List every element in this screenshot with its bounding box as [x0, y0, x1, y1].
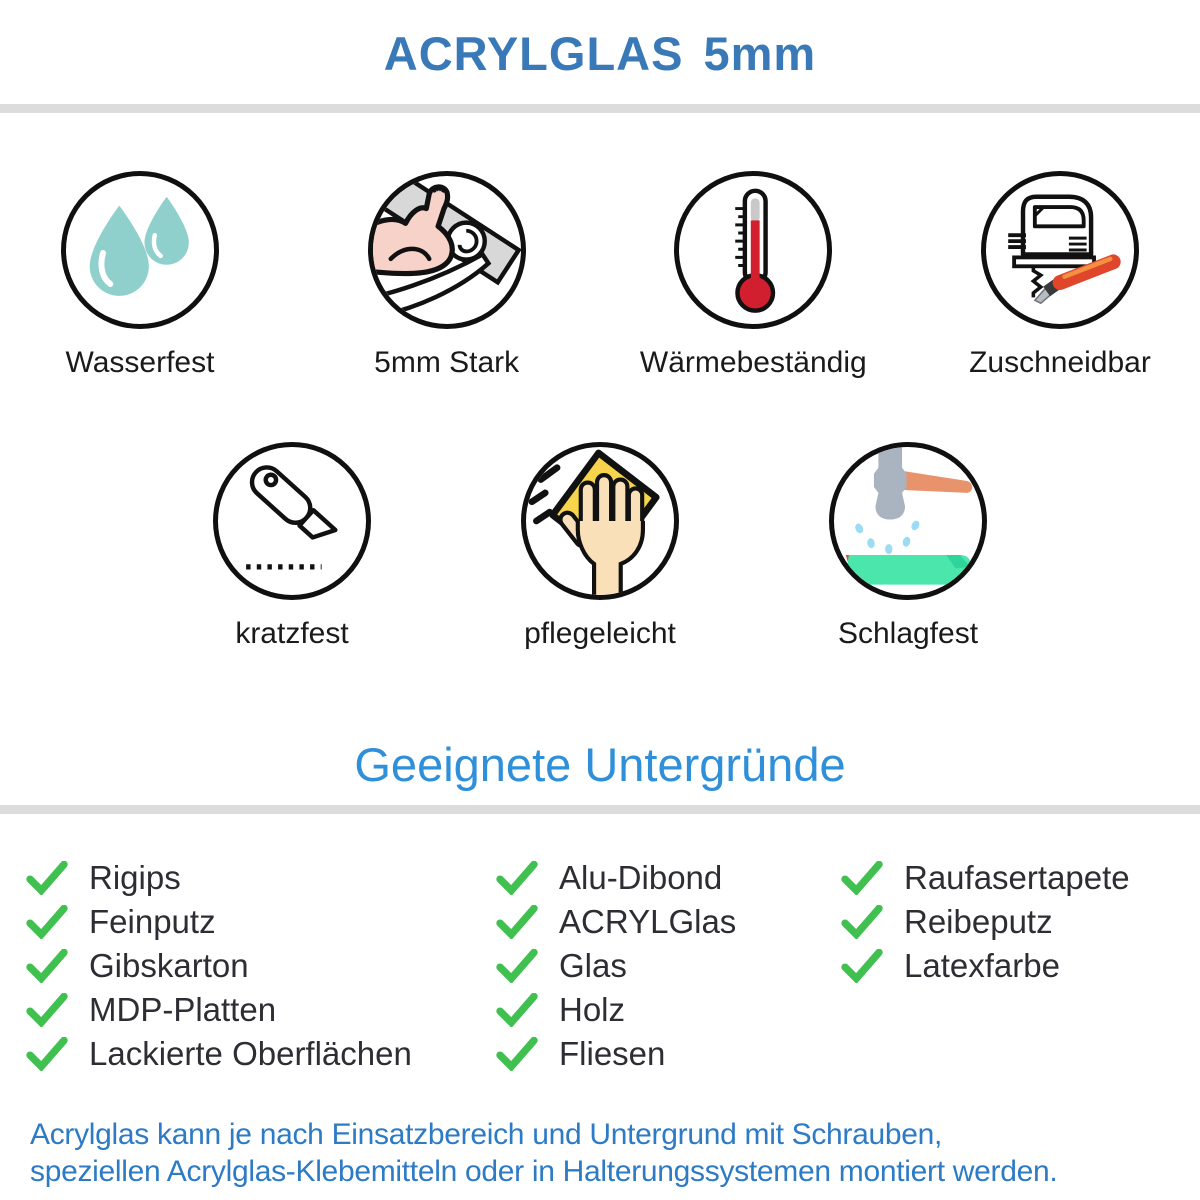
feature-5mm-stark	[317, 171, 577, 380]
feature-pflegeleicht	[470, 442, 730, 651]
feature-circle	[368, 171, 526, 329]
surface-columns	[0, 856, 1200, 1076]
surface-item	[840, 900, 1200, 944]
check-icon	[25, 861, 69, 895]
jigsaw-knife-icon	[986, 176, 1134, 324]
feature-waermebestaendig	[623, 171, 883, 380]
feature-label: Wärmebeständig	[639, 346, 867, 379]
surface-item	[495, 856, 840, 900]
check-icon	[25, 993, 69, 1027]
footnote	[0, 1116, 1200, 1190]
surface-column-1	[25, 856, 495, 1076]
surface-item	[495, 944, 840, 988]
surface-label: ACRYLGlas	[559, 903, 737, 940]
check-icon	[840, 949, 884, 983]
feature-row-2	[0, 442, 1200, 651]
surface-item	[25, 1032, 495, 1076]
strong-arm-sheet-icon	[373, 176, 521, 324]
check-icon	[495, 993, 539, 1027]
surface-item	[840, 944, 1200, 988]
feature-label: pflegeleicht	[524, 617, 676, 650]
feature-label: 5mm Stark	[374, 346, 520, 379]
feature-circle	[61, 171, 219, 329]
footnote-line-1: Acrylglas kann je nach Einsatzbereich und Untergrund mit Schrauben,	[30, 1118, 943, 1151]
surface-item	[25, 856, 495, 900]
surface-item	[495, 900, 840, 944]
feature-label: Schlagfest	[837, 617, 979, 650]
surface-item	[840, 856, 1200, 900]
check-icon	[495, 1037, 539, 1071]
surface-item	[495, 1032, 840, 1076]
check-icon	[840, 905, 884, 939]
check-icon	[495, 861, 539, 895]
feature-kratzfest	[162, 442, 422, 651]
feature-zuschneidbar	[930, 171, 1190, 380]
surface-label: Gibskarton	[89, 947, 249, 984]
feature-label: Wasserfest	[65, 346, 215, 379]
surface-label: Latexfarbe	[904, 947, 1060, 984]
surface-label: Feinputz	[89, 903, 216, 940]
surface-item	[25, 988, 495, 1032]
footnote-line-2: speziellen Acrylglas-Klebemitteln oder in Halterungssystemen montiert werden.	[30, 1155, 1058, 1188]
feature-wasserfest	[10, 171, 270, 380]
page-title: ACRYLGLAS 5mm	[383, 27, 817, 80]
section-divider	[0, 805, 1200, 814]
feature-schlagfest	[778, 442, 1038, 651]
check-icon	[495, 905, 539, 939]
check-icon	[25, 1037, 69, 1071]
surface-item	[25, 900, 495, 944]
surface-label: Lackierte Oberflächen	[89, 1035, 412, 1072]
water-drops-icon	[66, 176, 214, 324]
surface-label: Raufasertapete	[904, 859, 1130, 896]
feature-row-1	[0, 171, 1200, 380]
check-icon	[495, 949, 539, 983]
check-icon	[25, 949, 69, 983]
surface-item	[495, 988, 840, 1032]
check-icon	[25, 905, 69, 939]
feature-circle	[829, 442, 987, 600]
top-divider	[0, 104, 1200, 113]
surface-label: Fliesen	[559, 1035, 666, 1072]
check-icon	[840, 861, 884, 895]
surface-label: Reibeputz	[904, 903, 1053, 940]
surface-column-2	[495, 856, 840, 1076]
feature-circle	[674, 171, 832, 329]
thermometer-icon	[679, 176, 827, 324]
surface-label: Alu-Dibond	[559, 859, 723, 896]
surface-label: Holz	[559, 991, 626, 1028]
feature-label: kratzfest	[235, 617, 349, 650]
feature-label: Zuschneidbar	[969, 346, 1151, 379]
feature-circle	[213, 442, 371, 600]
surface-column-3	[840, 856, 1200, 1076]
hammer-impact-icon	[834, 447, 982, 595]
feature-circle	[521, 442, 679, 600]
surface-label: Rigips	[89, 859, 181, 896]
cleaning-hand-icon	[526, 447, 674, 595]
surface-item	[25, 944, 495, 988]
utility-knife-icon	[218, 447, 366, 595]
feature-circle	[981, 171, 1139, 329]
section-title: Geeignete Untergründe	[354, 738, 846, 791]
surface-label: MDP-Platten	[89, 991, 277, 1028]
surface-label: Glas	[559, 947, 627, 984]
